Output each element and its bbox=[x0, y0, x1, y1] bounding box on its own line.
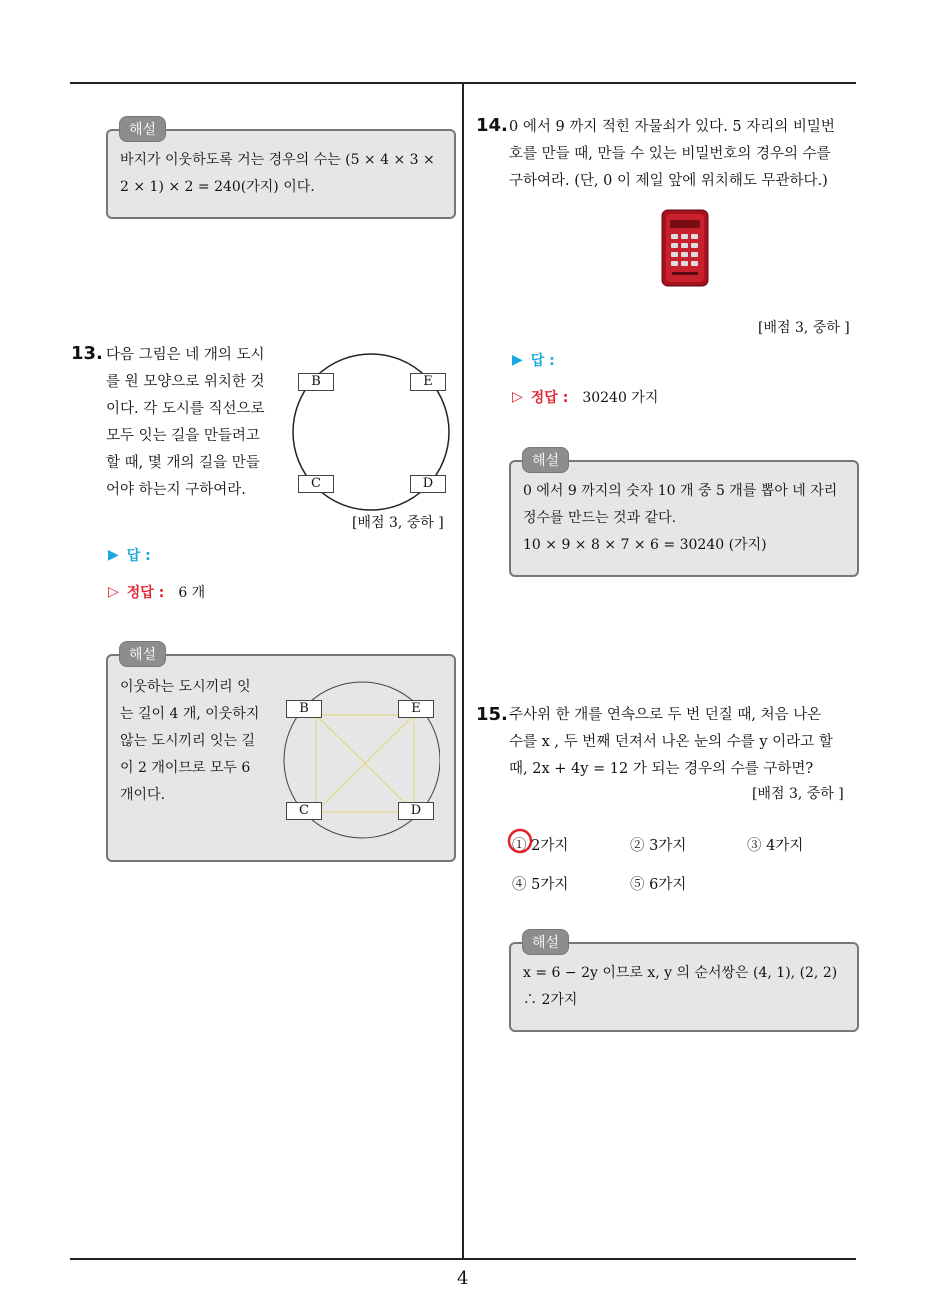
city-c-label: C bbox=[286, 802, 322, 820]
question-line: 호를 만들 때, 만들 수 있는 비밀번호의 경우의 수를 bbox=[509, 146, 831, 162]
question-line: 때, 2x + 4y = 12 가 되는 경우의 수를 구하면? bbox=[509, 761, 814, 777]
explanation-line: 않는 도시끼리 잇는 길 bbox=[120, 733, 256, 749]
question-line: 수를 x , 두 번째 던져서 나온 눈의 수를 y 이라고 할 bbox=[509, 734, 833, 750]
explanation-tag: 해설 bbox=[522, 447, 569, 473]
explanation-box-q14 bbox=[509, 460, 859, 577]
answer-row-13 bbox=[108, 545, 151, 565]
answer-row-14 bbox=[512, 350, 555, 370]
question-line: 할 때, 몇 개의 길을 만들 bbox=[106, 455, 260, 471]
correct-label: 정답 : bbox=[530, 390, 569, 406]
page-number: 4 bbox=[457, 1268, 469, 1289]
city-d-label: D bbox=[410, 475, 446, 493]
explanation-line: 10 × 9 × 8 × 7 × 6 = 30240 (가지) bbox=[523, 537, 767, 553]
city-b-label: B bbox=[286, 700, 322, 718]
explanation-line: 정수를 만드는 것과 같다. bbox=[523, 510, 677, 526]
choice-5[interactable]: ⑤ 6가지 bbox=[630, 877, 687, 893]
explanation-text bbox=[120, 674, 280, 809]
keypad-lock-image bbox=[660, 208, 710, 288]
explanation-text bbox=[523, 478, 837, 559]
explanation-line: 는 길이 4 개, 이웃하지 bbox=[120, 706, 260, 722]
explanation-line: 0 에서 9 까지의 숫자 10 개 중 5 개를 뽑아 네 자리 bbox=[523, 483, 838, 499]
explanation-text bbox=[523, 960, 837, 1014]
city-e-label: E bbox=[398, 700, 434, 718]
city-e-label: E bbox=[410, 373, 446, 391]
question-15-meta: [배점 3, 중하 ] bbox=[752, 786, 844, 802]
answer-label: 답 : bbox=[126, 548, 151, 564]
correct-label: 정답 : bbox=[126, 585, 165, 601]
explanation-line: 2 × 1) × 2 = 240(가지) 이다. bbox=[120, 179, 315, 195]
correct-value: 6 개 bbox=[178, 585, 206, 601]
correct-arrow-icon: ▷ bbox=[108, 584, 119, 600]
correct-answer-row-13 bbox=[108, 582, 205, 602]
question-number-14: 14. bbox=[476, 115, 508, 136]
question-13-meta: [배점 3, 중하 ] bbox=[352, 515, 444, 531]
explanation-tag: 해설 bbox=[119, 116, 166, 142]
question-number-15: 15. bbox=[476, 704, 508, 725]
question-line: 이다. 각 도시를 직선으로 bbox=[106, 401, 265, 417]
question-line: 어야 하는지 구하여라. bbox=[106, 482, 246, 498]
question-14-text bbox=[509, 114, 859, 195]
explanation-box-q13 bbox=[106, 654, 456, 862]
explanation-line: x = 6 − 2y 이므로 x, y 의 순서쌍은 (4, 1), (2, 2) bbox=[523, 965, 838, 981]
city-b-label: B bbox=[298, 373, 334, 391]
choice-1[interactable]: ① 2가지 bbox=[512, 838, 569, 854]
explanation-line: 바지가 이웃하도록 거는 경우의 수는 (5 × 4 × 3 × bbox=[120, 152, 435, 168]
question-13-text bbox=[106, 342, 286, 504]
explanation-line: 개이다. bbox=[120, 787, 166, 803]
answer-arrow-icon: ▶ bbox=[512, 352, 523, 368]
answer-label: 답 : bbox=[530, 353, 555, 369]
choice-4[interactable]: ④ 5가지 bbox=[512, 877, 569, 893]
explanation-line: 이웃하는 도시끼리 잇 bbox=[120, 679, 251, 695]
question-line: 모두 잇는 길을 만들려고 bbox=[106, 428, 260, 444]
answer-arrow-icon: ▶ bbox=[108, 547, 119, 563]
bottom-rule bbox=[70, 1258, 856, 1260]
city-d-label: D bbox=[398, 802, 434, 820]
selected-answer-circle-icon bbox=[505, 826, 535, 856]
correct-value: 30240 가지 bbox=[582, 390, 659, 406]
question-15-text bbox=[509, 702, 859, 783]
explanation-box-q15 bbox=[509, 942, 859, 1032]
question-line: 구하여라. (단, 0 이 제일 앞에 위치해도 무관하다.) bbox=[509, 173, 828, 189]
question-line: 주사위 한 개를 연속으로 두 번 던질 때, 처음 나온 bbox=[509, 707, 822, 723]
explanation-line: 이 2 개이므로 모두 6 bbox=[120, 760, 251, 776]
explanation-tag: 해설 bbox=[522, 929, 569, 955]
explanation-line: ∴ 2가지 bbox=[523, 992, 578, 1008]
question-number-13: 13. bbox=[71, 343, 103, 364]
question-14-meta: [배점 3, 중하 ] bbox=[758, 320, 850, 336]
correct-arrow-icon: ▷ bbox=[512, 389, 523, 405]
explanation-box-q12 bbox=[106, 129, 456, 219]
city-c-label: C bbox=[298, 475, 334, 493]
explanation-tag: 해설 bbox=[119, 641, 166, 667]
correct-answer-row-14 bbox=[512, 387, 658, 407]
column-divider bbox=[462, 83, 464, 1259]
choice-3[interactable]: ③ 4가지 bbox=[747, 838, 804, 854]
question-line: 0 에서 9 까지 적힌 자물쇠가 있다. 5 자리의 비밀번 bbox=[509, 119, 835, 135]
question-line: 를 원 모양으로 위치한 것 bbox=[106, 374, 265, 390]
question-line: 다음 그림은 네 개의 도시 bbox=[106, 347, 265, 363]
choice-2[interactable]: ② 3가지 bbox=[630, 838, 687, 854]
